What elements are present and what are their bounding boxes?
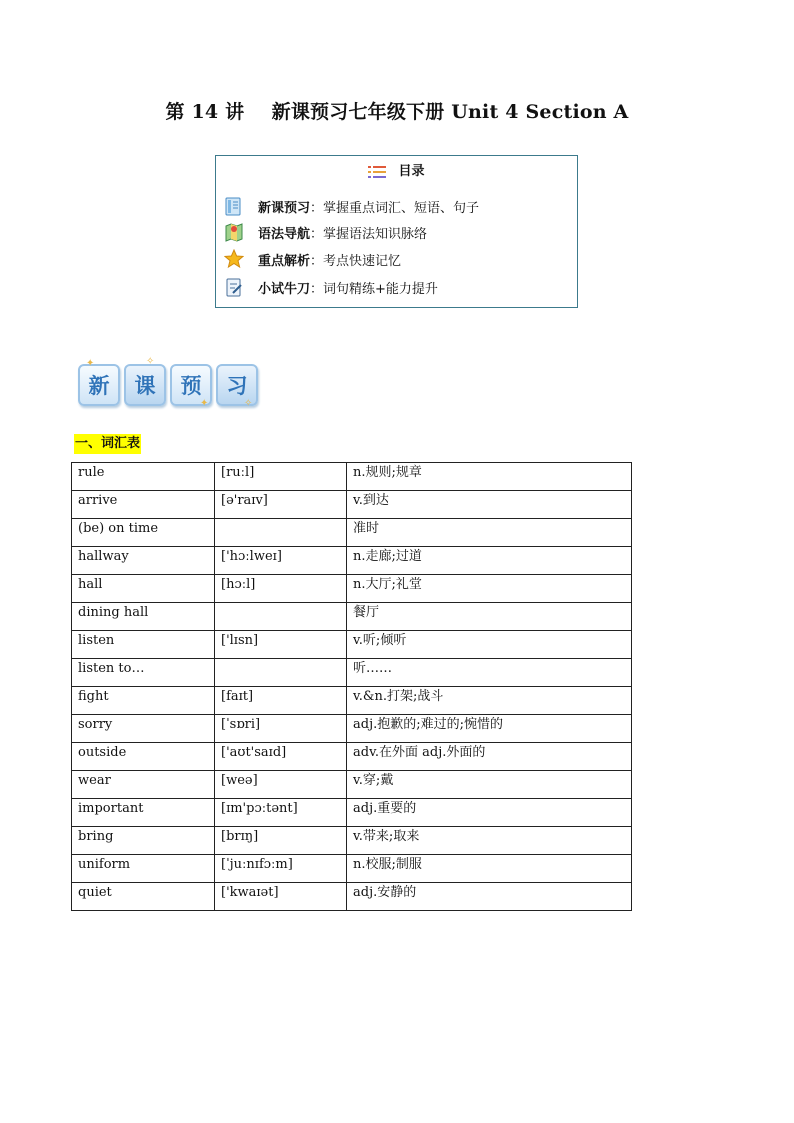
banner-tile: 新 [78, 364, 120, 406]
vocab-phonetic: ['aʊt'saɪd] [215, 743, 347, 771]
sparkle-icon: ✦ [86, 358, 95, 369]
vocab-phonetic: [ə'raɪv] [215, 491, 347, 519]
vocab-word: hall [72, 575, 215, 603]
vocab-word: quiet [72, 883, 215, 911]
vocab-word: bring [72, 827, 215, 855]
table-row [72, 827, 632, 855]
banner-tile: 习 [216, 364, 258, 406]
vocab-phonetic [215, 603, 347, 631]
table-row [72, 631, 632, 659]
table-row [72, 799, 632, 827]
vocabulary-table [71, 462, 632, 911]
vocab-phonetic: [ruːl] [215, 463, 347, 491]
vocab-word: wear [72, 771, 215, 799]
table-row [72, 743, 632, 771]
vocab-meaning: n.校服;制服 [347, 855, 632, 883]
vocab-meaning: v.穿;戴 [347, 771, 632, 799]
lesson-topic: 新课预习七年级下册 Unit 4 Section A [271, 101, 629, 123]
vocab-meaning: n.规则;规章 [347, 463, 632, 491]
vocab-meaning: v.到达 [347, 491, 632, 519]
banner-tile: 预 [170, 364, 212, 406]
table-row [72, 883, 632, 911]
vocab-meaning: adv.在外面 adj.外面的 [347, 743, 632, 771]
vocab-word: hallway [72, 547, 215, 575]
sparkle-icon: ✧ [146, 356, 155, 367]
toc-item-grammar[interactable]: 语法导航 ：掌握语法知识脉络 [224, 220, 427, 244]
vocab-meaning: v.带来;取来 [347, 827, 632, 855]
toc-item-practice[interactable]: 小试牛刀 ：词句精练+能力提升 [224, 275, 438, 299]
vocab-phonetic: [brɪŋ] [215, 827, 347, 855]
table-row [72, 659, 632, 687]
map-icon [224, 222, 244, 242]
table-row [72, 547, 632, 575]
toc-item-key-points[interactable]: 重点解析 ：考点快速记忆 [224, 247, 401, 271]
vocab-phonetic: [hɔːl] [215, 575, 347, 603]
vocab-word: fight [72, 687, 215, 715]
table-row [72, 855, 632, 883]
vocab-word: outside [72, 743, 215, 771]
vocab-phonetic: ['kwaɪət] [215, 883, 347, 911]
vocab-meaning: v.听;倾听 [347, 631, 632, 659]
vocab-meaning: 听…… [347, 659, 632, 687]
vocab-word: sorry [72, 715, 215, 743]
vocab-phonetic: [ˈjuːnɪfɔːm] [215, 855, 347, 883]
table-row [72, 519, 632, 547]
notepad-icon [224, 277, 244, 297]
table-row [72, 575, 632, 603]
toc-item-preview[interactable]: 新课预习 ：掌握重点词汇、短语、句子 [224, 194, 479, 218]
vocab-phonetic: [ɪm'pɔːtənt] [215, 799, 347, 827]
vocab-word: dining hall [72, 603, 215, 631]
lesson-number: 第 14 讲 [165, 101, 245, 123]
vocab-meaning: n.走廊;过道 [347, 547, 632, 575]
sparkle-icon: ✦ [200, 398, 209, 409]
vocab-phonetic [215, 659, 347, 687]
section-heading-vocabulary: 一、词汇表 [74, 434, 141, 454]
section-banner [76, 356, 258, 409]
vocab-word: listen to… [72, 659, 215, 687]
table-row [72, 687, 632, 715]
sparkle-icon: ✧ [244, 398, 253, 409]
vocab-meaning: adj.抱歉的;难过的;惋惜的 [347, 715, 632, 743]
table-of-contents [215, 155, 578, 308]
vocab-phonetic [215, 519, 347, 547]
toc-heading: 目录 [216, 160, 577, 179]
vocab-meaning: adj.安静的 [347, 883, 632, 911]
vocab-meaning: 准时 [347, 519, 632, 547]
list-icon [368, 166, 386, 178]
table-row [72, 715, 632, 743]
banner-tile: 课 [124, 364, 166, 406]
vocab-word: important [72, 799, 215, 827]
vocab-meaning: n.大厅;礼堂 [347, 575, 632, 603]
table-row [72, 771, 632, 799]
book-icon [224, 196, 244, 216]
vocab-meaning: 餐厅 [347, 603, 632, 631]
page-title [0, 97, 794, 124]
vocab-meaning: v.&n.打架;战斗 [347, 687, 632, 715]
vocab-meaning: adj.重要的 [347, 799, 632, 827]
vocab-phonetic: ['lɪsn] [215, 631, 347, 659]
table-row [72, 603, 632, 631]
table-row [72, 491, 632, 519]
table-row [72, 463, 632, 491]
vocab-phonetic: ['hɔːlweɪ] [215, 547, 347, 575]
vocab-word: uniform [72, 855, 215, 883]
vocab-word: arrive [72, 491, 215, 519]
vocab-word: (be) on time [72, 519, 215, 547]
star-icon [224, 249, 244, 269]
vocab-phonetic: [weə] [215, 771, 347, 799]
vocab-phonetic: [faɪt] [215, 687, 347, 715]
vocab-word: listen [72, 631, 215, 659]
vocab-phonetic: [ˈsɒri] [215, 715, 347, 743]
vocab-word: rule [72, 463, 215, 491]
